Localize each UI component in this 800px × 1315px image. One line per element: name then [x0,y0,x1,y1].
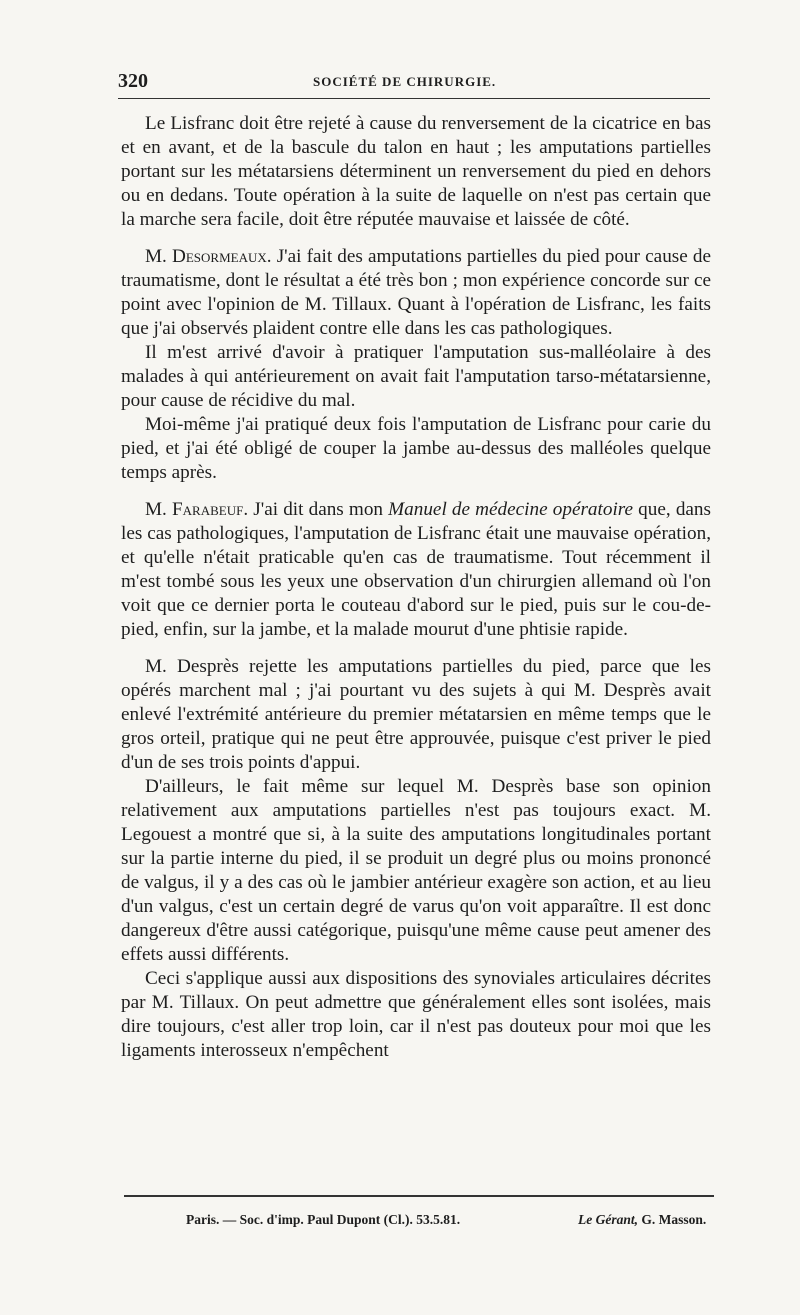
paragraph-text: J'ai dit dans mon [253,499,389,520]
gerant-line [578,1212,706,1228]
paragraph-text: J'ai fait des amputations partielles du pied pour cause de traumatisme, dont le résultat a été très bon ; mon expérience concorde sur ce point avec l'opinion de M. Tillaux. Quant à l'opération de Lisfranc, les faits que j'ai observés plaident contre elle dans les cas pathologiques. [121,246,712,339]
page-number: 320 [118,70,148,92]
body-text [121,112,711,1063]
page-header [118,70,710,94]
header-rule [118,98,710,99]
gerant-name: G. Masson. [641,1212,707,1227]
paragraph-text: que, dans les cas pathologiques, l'amputation de Lisfranc était une mauvaise opération, et qu'elle n'était praticable qu'en cas de traumatisme. Tout récemment il m'est tombé sous les yeux une observation d'un chirurgien allemand où l'on voit que ce dernier porta le couteau d'abord sur le pied, puis sur le cou-de-pied, enfin, sur la jambe, et la malade mourut d'une phtisie rapide. [121,499,711,640]
paragraph-text: Ceci s'applique aussi aux dispositions des synoviales articulaires décrites par M. Tillaux. On peut admettre que généralement elles sont isolées, mais dire toujours, c'est aller trop loin, car il n'est pas douteux pour moi que les ligaments interosseux n'empêchent [121,968,711,1061]
paragraph [121,341,711,413]
running-head: SOCIÉTÉ DE CHIRURGIE. [313,74,497,89]
footer-rule [124,1195,714,1197]
paragraph [121,112,711,232]
paragraph [121,498,711,642]
paragraph-text: Le Lisfranc doit être rejeté à cause du renversement de la cicatrice en bas et en avant, et de la bascule du talon en haut ; les amputations partielles portant sur les métatarsiens déterminent un renversement du pied en dehors ou en dedans. Toute opération à la suite de laquelle on n'est pas certain que la marche sera facile, doit être réputée mauvaise et laissée de côté. [121,113,711,230]
speaker-name: M. Desormeaux. [145,246,272,267]
paragraph-text: Il m'est arrivé d'avoir à pratiquer l'amputation sus-malléolaire à des malades à qui antérieurement on avait fait l'amputation tarso-métatarsienne, pour cause de récidive du mal. [121,342,711,411]
paragraph-text: D'ailleurs, le fait même sur lequel M. Desprès base son opinion relativement aux amputations partielles n'est pas toujours exact. M. Legouest a montré que si, à la suite des amputations longitudinales portant sur la partie interne du pied, il se produit un degré plus ou moins prononcé de valgus, il y a des cas où le jambier antérieur exagère son action, et au lieu d'un valgus, c'est un certain degré de varus qu'on voit apparaître. Il est donc dangereux d'être aussi catégorique, puisqu'une même cause peut amener des effets aussi différents. [121,776,711,965]
gerant-label: Le Gérant, [578,1212,638,1227]
paragraph-text: M. Desprès rejette les amputations partielles du pied, parce que les opérés marchent mal ; j'ai pourtant vu des sujets à qui M. Desprès avait enlevé l'extrémité antérieure du premier métatarsien en même temps que le gros orteil, pratique qui ne peut être approuvée, puisque c'est priver le pied d'un de ses trois points d'appui. [121,656,711,773]
paragraph [121,967,711,1063]
book-title: Manuel de médecine opératoire [388,499,634,520]
paragraph [121,245,711,341]
printer-imprint: Paris. — Soc. d'imp. Paul Dupont (Cl.). 53.5.81. [186,1212,461,1227]
paragraph [121,655,711,775]
speaker-name: M. Farabeuf. [145,499,249,520]
paragraph-text: Moi-même j'ai pratiqué deux fois l'amputation de Lisfranc pour carie du pied, et j'ai été obligé de couper la jambe au-dessus des malléoles quelque temps après. [121,414,711,483]
page-footer [124,1212,724,1232]
paragraph [121,413,711,485]
paragraph [121,775,711,967]
